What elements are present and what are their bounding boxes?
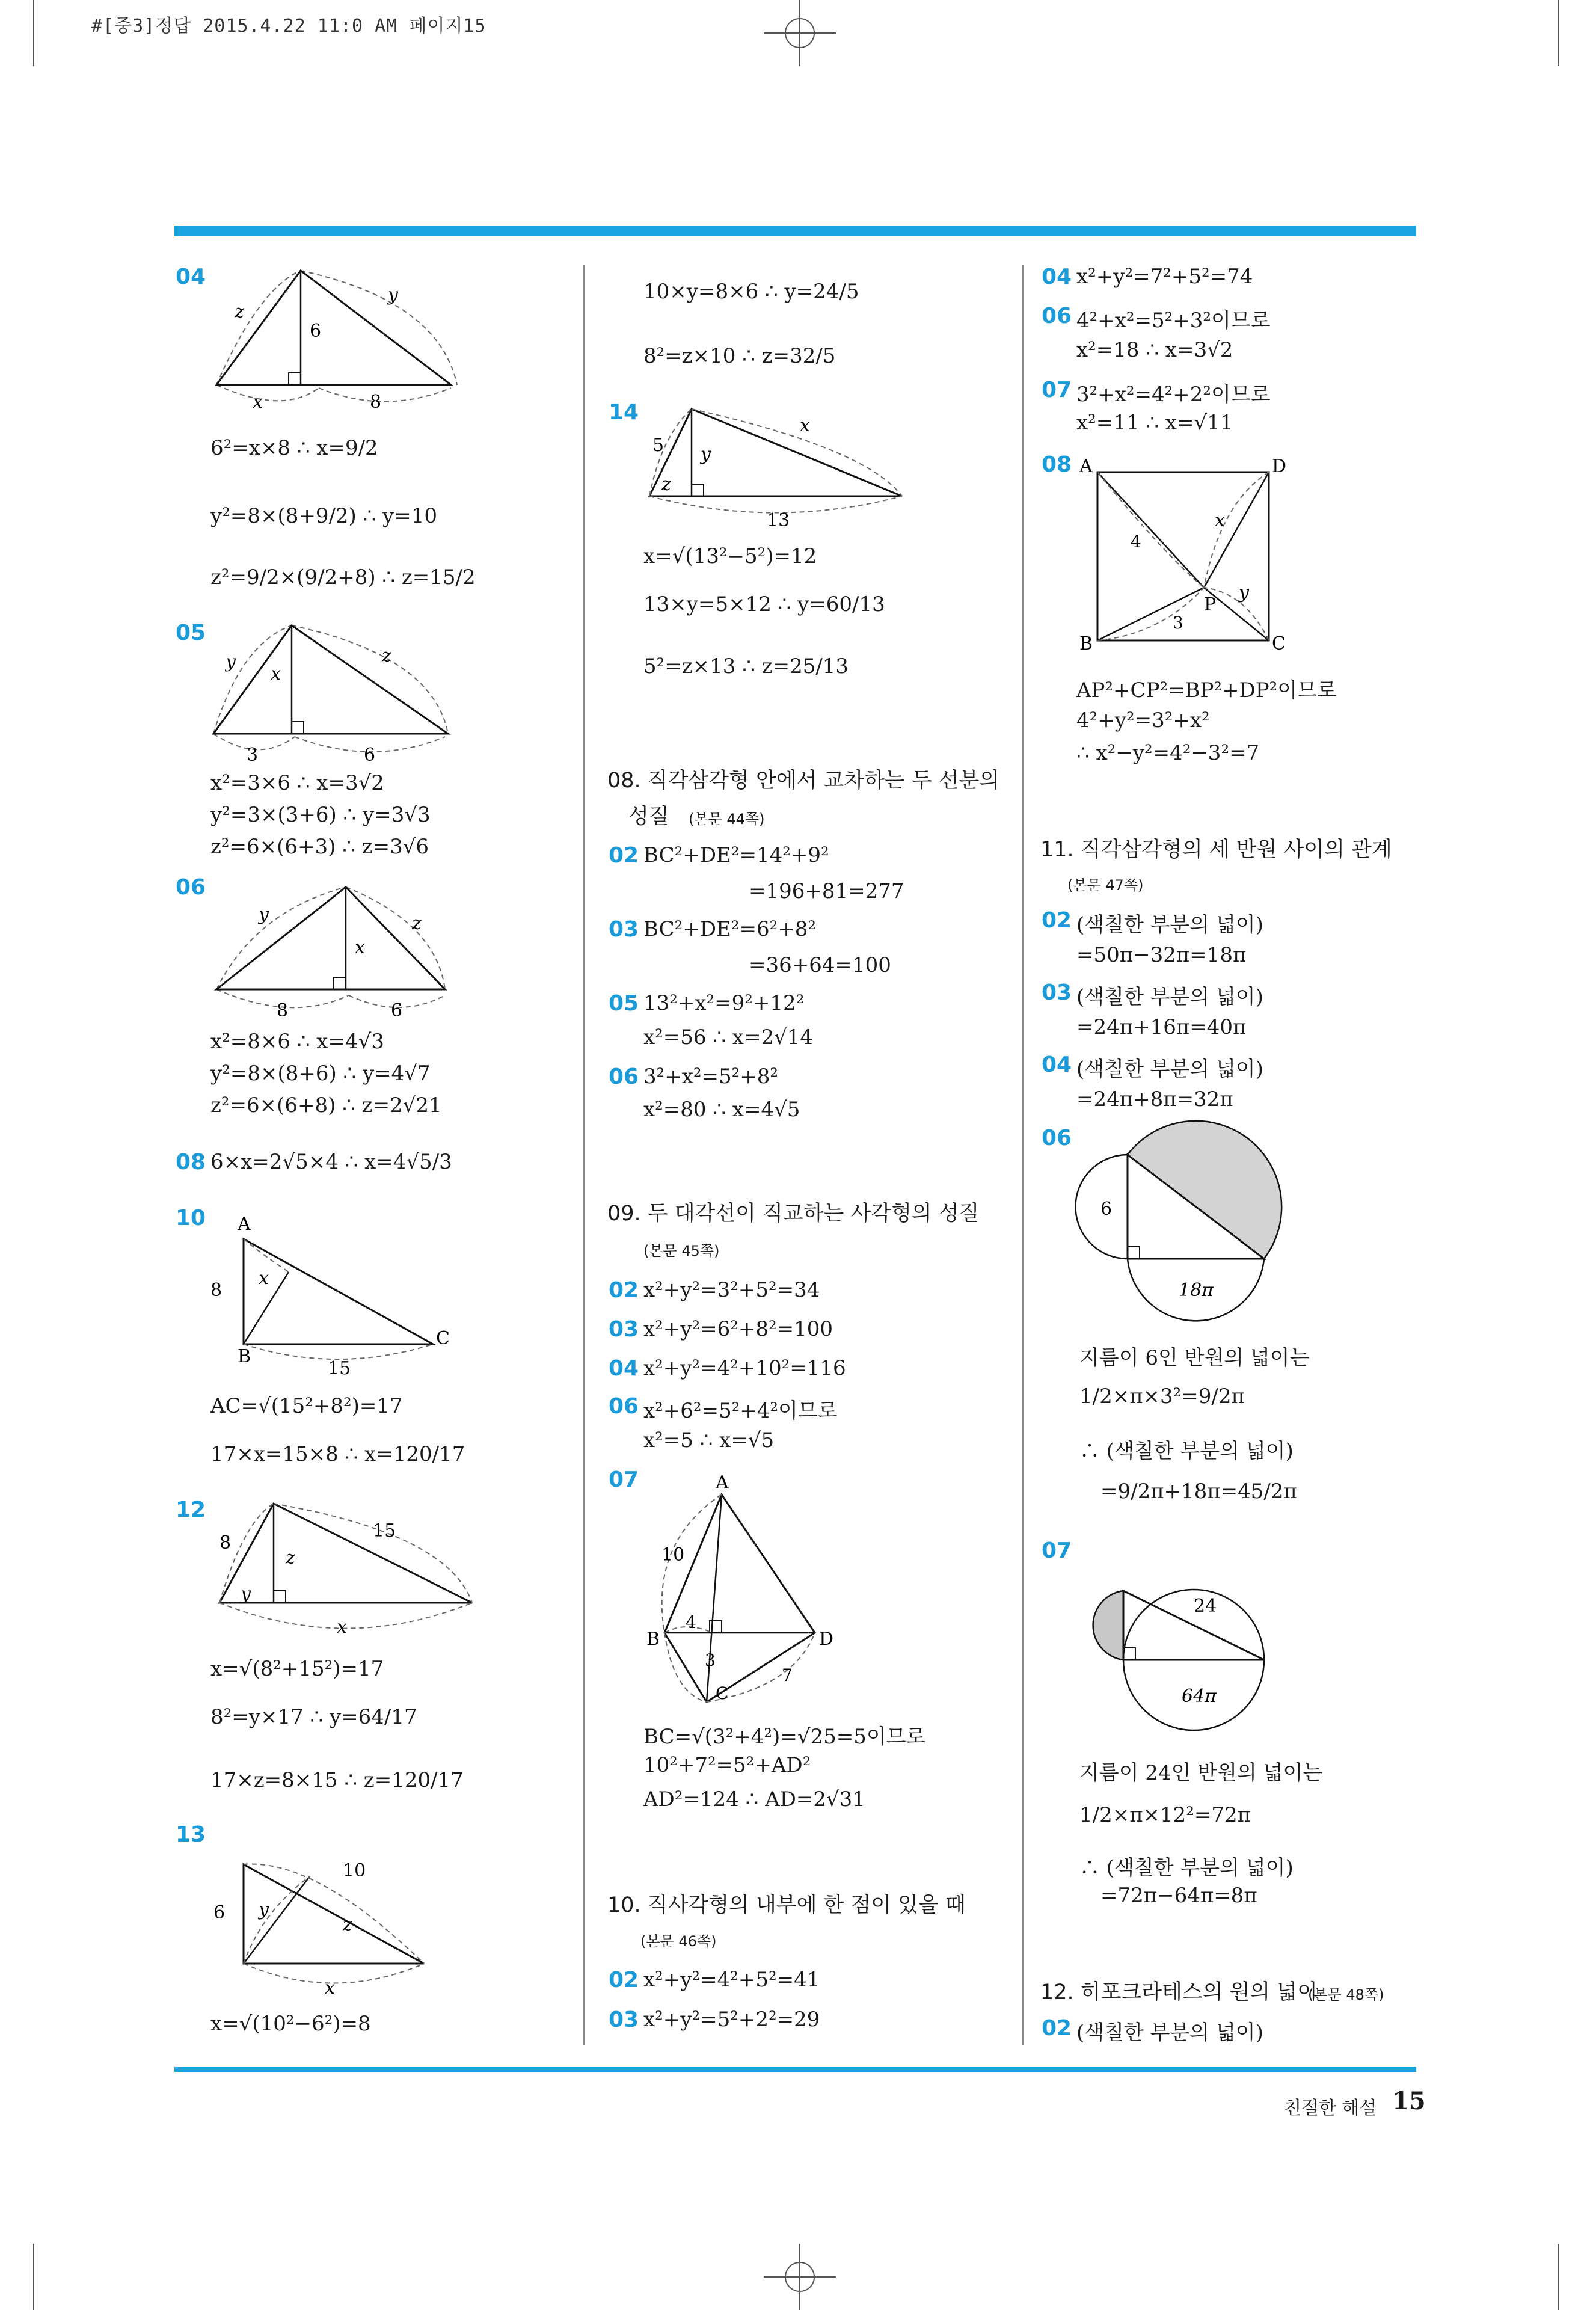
problem-number: 05: [176, 621, 206, 645]
problem-number: 02: [609, 1968, 639, 1992]
problem-number: 02: [609, 843, 639, 868]
solution-line: (색칠한 부분의 넓이): [1076, 2021, 1263, 2045]
label: y: [226, 651, 236, 672]
page-reference: (본문 48쪽): [1308, 1986, 1384, 2003]
problem-number: 10: [176, 1206, 206, 1230]
solution-line: =24π+8π=32π: [1076, 1087, 1233, 1111]
label: 8: [219, 1532, 232, 1553]
column-divider: [1022, 265, 1024, 2045]
problem-number: 14: [609, 400, 639, 425]
solution-line: 13×y=5×12 ∴ y=60/13: [643, 592, 885, 616]
problem-number: 04: [609, 1356, 639, 1381]
label: 6: [391, 1000, 403, 1021]
diagram-rectangle-08: [1070, 454, 1311, 659]
solution-line: x²+y²=7²+5²=74: [1076, 265, 1253, 289]
label: 64π: [1182, 1686, 1217, 1707]
solution-line: ∴ x²−y²=4²−3²=7: [1076, 741, 1260, 765]
problem-number: 13: [176, 1822, 206, 1847]
bottom-accent-bar: [174, 2067, 1416, 2072]
page-reference: (본문 47쪽): [1067, 877, 1144, 894]
solution-line: x²+y²=4²+5²=41: [643, 1968, 820, 1992]
solution-line: x²+6²=5²+4²이므로: [643, 1399, 838, 1423]
problem-number: 06: [609, 1394, 639, 1419]
problem-number: 03: [609, 917, 639, 942]
solution-line: z²=9/2×(9/2+8) ∴ z=15/2: [210, 565, 476, 589]
solution-line: AP²+CP²=BP²+DP²이므로: [1076, 678, 1337, 702]
solution-line: ∴ (색칠한 부분의 넓이): [1079, 1856, 1294, 1880]
section-title: 11. 직각삼각형의 세 반원 사이의 관계: [1040, 838, 1392, 862]
page-reference: (본문 44쪽): [689, 811, 765, 828]
problem-number: 03: [1042, 980, 1072, 1005]
diagram-quadrilateral-07: [637, 1470, 842, 1711]
crop-mark: [33, 0, 34, 66]
solution-line: y²=8×(8+6) ∴ y=4√7: [210, 1061, 431, 1086]
label: 3: [705, 1650, 716, 1670]
label: 10: [343, 1860, 366, 1881]
solution-line: 1/2×π×3²=9/2π: [1079, 1384, 1245, 1408]
problem-number: 06: [176, 875, 206, 900]
label: 10: [661, 1544, 685, 1565]
solution-line: z²=6×(6+3) ∴ z=3√6: [210, 835, 429, 859]
solution-line: x²=11 ∴ x=√11: [1076, 411, 1233, 435]
label: y: [259, 1899, 269, 1920]
solution-line: 4²+y²=3²+x²: [1076, 708, 1210, 733]
page-reference: (본문 45쪽): [643, 1243, 720, 1259]
registration-mark-bottom: [740, 2244, 860, 2310]
label: B: [646, 1629, 660, 1650]
label: x: [800, 415, 810, 436]
label: A: [238, 1214, 251, 1235]
label: 4: [1131, 532, 1141, 551]
solution-line: BC²+DE²=6²+8²: [643, 917, 816, 941]
label: 13: [767, 510, 790, 531]
solution-line: 5²=z×13 ∴ z=25/13: [643, 654, 849, 678]
diagram-triangle-06: [207, 875, 460, 1019]
problem-number: 02: [609, 1278, 639, 1303]
label: D: [1272, 456, 1287, 477]
solution-line: 3²+x²=5²+8²: [643, 1064, 779, 1089]
diagram-triangle-14: [637, 400, 914, 532]
solution-line: AC=√(15²+8²)=17: [210, 1394, 403, 1418]
solution-line: x=√(10²−6²)=8: [210, 2012, 371, 2036]
solution-line: z²=6×(6+8) ∴ z=2√21: [210, 1093, 442, 1117]
solution-line: x²=8×6 ∴ x=4√3: [210, 1030, 384, 1054]
label: y: [259, 904, 269, 925]
label: 5: [652, 435, 664, 456]
crop-mark: [33, 2244, 34, 2310]
solution-line: 17×z=8×15 ∴ z=120/17: [210, 1768, 464, 1792]
solution-line: 4²+x²=5²+3²이므로: [1076, 309, 1271, 333]
problem-number: 08: [1042, 452, 1072, 477]
solution-line: =24π+16π=40π: [1076, 1015, 1247, 1039]
solution-line: (색칠한 부분의 넓이): [1076, 985, 1263, 1009]
solution-line: (색칠한 부분의 넓이): [1076, 1057, 1263, 1081]
page-reference: (본문 46쪽): [640, 1933, 717, 1950]
label: P: [1204, 594, 1217, 615]
label: C: [436, 1328, 450, 1349]
solution-line: 10×y=8×6 ∴ y=24/5: [643, 280, 859, 304]
solution-line: 지름이 6인 반원의 넓이는: [1079, 1346, 1310, 1370]
section-title: 12. 히포크라테스의 원의 넓이: [1040, 1980, 1318, 2004]
solution-line: y²=3×(3+6) ∴ y=3√3: [210, 803, 431, 827]
label: C: [716, 1683, 729, 1703]
label: z: [661, 474, 671, 495]
footer-label: 친절한 해설: [1284, 2098, 1377, 2119]
problem-number: 08: [176, 1150, 206, 1175]
label: 8: [277, 1000, 289, 1021]
label: 6: [310, 321, 322, 342]
label: 15: [328, 1358, 351, 1379]
solution-line: ∴ (색칠한 부분의 넓이): [1079, 1439, 1294, 1463]
solution-line: x²=5 ∴ x=√5: [643, 1428, 775, 1452]
label: C: [1272, 633, 1286, 654]
solution-line: =196+81=277: [749, 879, 904, 903]
label: z: [286, 1547, 295, 1568]
page-number: 15: [1392, 2087, 1426, 2115]
label: x: [271, 663, 281, 684]
solution-line: x²+y²=5²+2²=29: [643, 2007, 820, 2032]
problem-number: 06: [1042, 1126, 1072, 1150]
label: 4: [686, 1612, 696, 1632]
solution-line: AD²=124 ∴ AD=2√31: [643, 1787, 865, 1811]
label: z: [343, 1914, 352, 1935]
solution-line: =50π−32π=18π: [1076, 943, 1247, 967]
solution-line: x²=18 ∴ x=3√2: [1076, 338, 1233, 362]
label: A: [716, 1472, 729, 1493]
label: x: [253, 392, 263, 413]
column-divider: [583, 265, 585, 2045]
problem-number: 04: [176, 265, 206, 289]
label: D: [819, 1629, 834, 1650]
label: z: [235, 301, 244, 322]
solution-line: x²=56 ∴ x=2√14: [643, 1025, 814, 1049]
label: A: [1079, 456, 1093, 477]
solution-line: 8²=y×17 ∴ y=64/17: [210, 1705, 417, 1729]
label: 3: [247, 745, 259, 766]
section-title: 08. 직각삼각형 안에서 교차하는 두 선분의: [607, 769, 1000, 793]
problem-number: 07: [1042, 378, 1072, 402]
solution-line: x²=3×6 ∴ x=3√2: [210, 771, 384, 795]
problem-number: 04: [1042, 1052, 1072, 1077]
label: y: [241, 1584, 251, 1605]
diagram-semicircles-06: [1070, 1143, 1287, 1329]
diagram-triangle-13: [207, 1852, 436, 2009]
solution-line: 8²=z×10 ∴ z=32/5: [643, 344, 836, 368]
problem-number: 02: [1042, 2016, 1072, 2041]
label: 8: [210, 1280, 223, 1301]
solution-line: BC=√(3²+4²)=√25=5이므로: [643, 1725, 926, 1749]
solution-line: =72π−64π=8π: [1100, 1884, 1257, 1908]
problem-number: 06: [1042, 304, 1072, 328]
solution-line: x²+y²=3²+5²=34: [643, 1278, 820, 1302]
label: x: [1215, 510, 1225, 531]
problem-number: 12: [176, 1498, 206, 1522]
diagram-triangle-10: [204, 1212, 469, 1379]
label: z: [412, 913, 422, 934]
crop-mark: [1558, 0, 1559, 66]
label: 7: [782, 1665, 793, 1685]
label: z: [382, 645, 391, 666]
label: 8: [370, 392, 382, 413]
solution-line: y²=8×(8+9/2) ∴ y=10: [210, 504, 438, 528]
label: x: [259, 1268, 269, 1289]
label: y: [701, 444, 711, 465]
section-title: 10. 직사각형의 내부에 한 점이 있을 때: [607, 1893, 966, 1917]
section-title: 09. 두 대각선이 직교하는 사각형의 성질: [607, 1202, 980, 1226]
label: 6: [213, 1902, 226, 1923]
problem-number: 04: [1042, 265, 1072, 289]
solution-line: 1/2×π×12²=72π: [1079, 1803, 1251, 1827]
solution-line: x²=80 ∴ x=4√5: [643, 1098, 800, 1122]
label: x: [355, 937, 365, 958]
problem-number: 03: [609, 1317, 639, 1342]
label: 18π: [1179, 1280, 1214, 1301]
diagram-triangle-12: [207, 1498, 484, 1642]
solution-line: 6²=x×8 ∴ x=9/2: [210, 436, 378, 460]
solution-line: 6×x=2√5×4 ∴ x=4√5/3: [210, 1150, 452, 1174]
section-title: 성질: [628, 805, 669, 829]
solution-line: x²+y²=6²+8²=100: [643, 1317, 833, 1341]
solution-line: =9/2π+18π=45/2π: [1100, 1479, 1297, 1504]
problem-number: 07: [1042, 1538, 1072, 1563]
label: y: [1239, 582, 1249, 603]
label: 6: [364, 745, 376, 766]
label: B: [1079, 633, 1093, 654]
label: x: [337, 1617, 347, 1638]
solution-line: (색칠한 부분의 넓이): [1076, 913, 1263, 937]
solution-line: 3²+x²=4²+2²이므로: [1076, 382, 1271, 407]
problem-number: 06: [609, 1064, 639, 1089]
label: y: [388, 284, 398, 306]
problem-number: 02: [1042, 908, 1072, 933]
label: B: [238, 1346, 251, 1367]
registration-mark-top: [740, 0, 860, 66]
crop-mark: [1558, 2244, 1559, 2310]
solution-line: 13²+x²=9²+12²: [643, 991, 805, 1015]
label: 3: [1173, 613, 1183, 633]
label: 6: [1100, 1199, 1113, 1220]
label: 15: [373, 1520, 396, 1541]
solution-line: 지름이 24인 반원의 넓이는: [1079, 1761, 1323, 1785]
problem-number: 07: [609, 1467, 639, 1492]
problem-number: 05: [609, 991, 639, 1016]
solution-line: BC²+DE²=14²+9²: [643, 843, 829, 867]
file-header: #[중3]정답 2015.4.22 11:0 AM 페이지15: [91, 16, 486, 37]
top-accent-bar: [174, 226, 1416, 236]
solution-line: x=√(8²+15²)=17: [210, 1657, 384, 1681]
solution-line: x²+y²=4²+10²=116: [643, 1356, 846, 1380]
diagram-triangle-04: [204, 265, 469, 415]
solution-line: 17×x=15×8 ∴ x=120/17: [210, 1442, 465, 1466]
label: 24: [1194, 1596, 1217, 1617]
problem-number: 03: [609, 2007, 639, 2032]
solution-line: 10²+7²=5²+AD²: [643, 1753, 811, 1777]
label: x: [325, 1977, 335, 1998]
solution-line: x=√(13²−5²)=12: [643, 544, 817, 568]
solution-line: =36+64=100: [749, 953, 891, 977]
diagram-semicircles-07: [1070, 1540, 1287, 1726]
diagram-triangle-05: [204, 619, 457, 767]
